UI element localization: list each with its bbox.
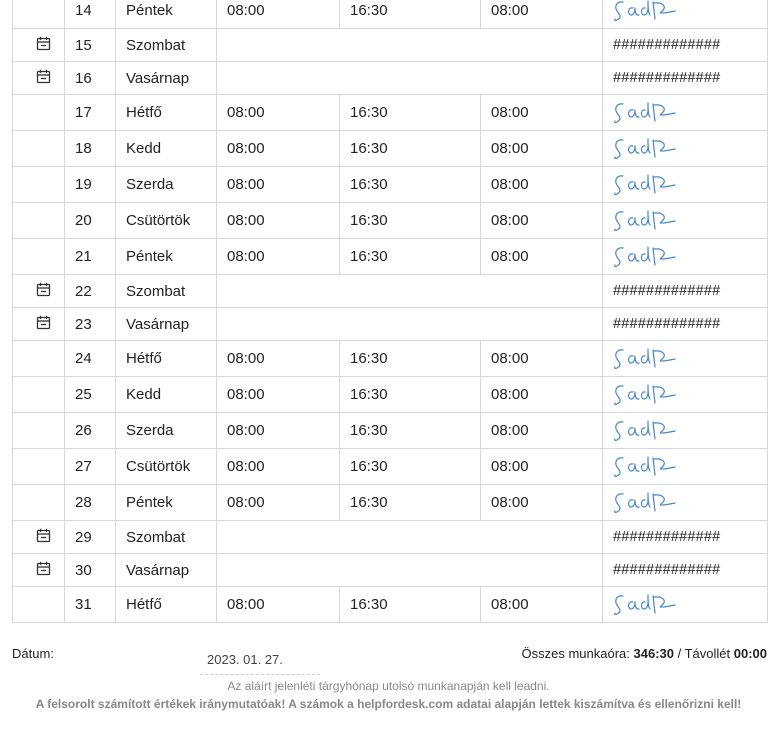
- day-name: Péntek: [116, 239, 217, 275]
- icon-cell: [13, 0, 65, 29]
- day-number: 14: [65, 0, 116, 29]
- weekend-icon-cell: [13, 62, 65, 95]
- weekend-row: [13, 275, 768, 308]
- signature-cell: [603, 95, 768, 131]
- icon-cell: [13, 203, 65, 239]
- day-name: Vasárnap: [116, 308, 217, 341]
- worked-hours: 08:00: [481, 203, 603, 239]
- day-number: 17: [65, 95, 116, 131]
- absence-label: Távollét: [684, 646, 731, 661]
- start-time: 08:00: [217, 239, 340, 275]
- weekend-row: [13, 29, 768, 62]
- calendar-icon: [36, 69, 51, 88]
- calendar-icon: [36, 315, 51, 334]
- totals-summary: [522, 646, 768, 661]
- end-time: 16:30: [340, 203, 481, 239]
- weekend-row: [13, 308, 768, 341]
- workday-row: [13, 203, 768, 239]
- signature-cell: [603, 239, 768, 275]
- signature-icon: [613, 592, 677, 622]
- worked-hours: 08:00: [481, 167, 603, 203]
- signature-icon: [613, 208, 677, 238]
- icon-cell: [13, 131, 65, 167]
- day-name: Szerda: [116, 167, 217, 203]
- workday-row: [13, 131, 768, 167]
- icon-cell: [13, 95, 65, 131]
- end-time: 16:30: [340, 485, 481, 521]
- day-name: Péntek: [116, 0, 217, 29]
- overflow-value: #############: [603, 275, 768, 308]
- end-time: 16:30: [340, 131, 481, 167]
- start-time: 08:00: [217, 413, 340, 449]
- day-number: 31: [65, 587, 116, 623]
- absence-value: 00:00: [733, 646, 767, 661]
- worked-hours: 08:00: [481, 413, 603, 449]
- empty-time-cell: [217, 554, 603, 587]
- signature-cell: [603, 203, 768, 239]
- workday-row: [13, 167, 768, 203]
- attendance-rows: [13, 0, 768, 623]
- calendar-icon: [36, 282, 51, 301]
- start-time: 08:00: [217, 587, 340, 623]
- worked-hours: 08:00: [481, 341, 603, 377]
- worked-hours: 08:00: [481, 0, 603, 29]
- start-time: 08:00: [217, 449, 340, 485]
- signature-icon: [613, 136, 677, 166]
- workday-row: [13, 587, 768, 623]
- day-name: Csütörtök: [116, 449, 217, 485]
- total-hours-value: 346:30: [633, 646, 674, 661]
- weekend-row: [13, 62, 768, 95]
- start-time: 08:00: [217, 95, 340, 131]
- day-number: 24: [65, 341, 116, 377]
- signature-cell: [603, 449, 768, 485]
- worked-hours: 08:00: [481, 239, 603, 275]
- day-name: Péntek: [116, 485, 217, 521]
- end-time: 16:30: [340, 449, 481, 485]
- end-time: 16:30: [340, 167, 481, 203]
- day-name: Kedd: [116, 377, 217, 413]
- calendar-icon: [36, 528, 51, 547]
- signature-icon: [613, 490, 677, 520]
- signature-cell: [603, 0, 768, 29]
- empty-time-cell: [217, 29, 603, 62]
- day-number: 28: [65, 485, 116, 521]
- icon-cell: [13, 587, 65, 623]
- workday-row: [13, 341, 768, 377]
- signature-cell: [603, 341, 768, 377]
- workday-row: [13, 377, 768, 413]
- start-time: 08:00: [217, 167, 340, 203]
- date-value: 2023. 01. 27.: [207, 652, 283, 667]
- day-name: Hétfő: [116, 95, 217, 131]
- signature-cell: [603, 377, 768, 413]
- icon-cell: [13, 449, 65, 485]
- weekend-row: [13, 521, 768, 554]
- empty-time-cell: [217, 62, 603, 95]
- day-number: 25: [65, 377, 116, 413]
- end-time: 16:30: [340, 341, 481, 377]
- start-time: 08:00: [217, 203, 340, 239]
- workday-row: [13, 485, 768, 521]
- workday-row: [13, 95, 768, 131]
- signature-icon: [613, 244, 677, 274]
- weekend-row: [13, 554, 768, 587]
- workday-row: [13, 0, 768, 29]
- day-number: 22: [65, 275, 116, 308]
- signature-icon: [613, 0, 677, 28]
- overflow-value: #############: [603, 521, 768, 554]
- day-number: 30: [65, 554, 116, 587]
- empty-time-cell: [217, 308, 603, 341]
- signature-icon: [613, 454, 677, 484]
- worked-hours: 08:00: [481, 449, 603, 485]
- disclaimer-note: A felsorolt számított értékek iránymutatóak! A számok a helpfordesk.com adatai alapján lettek kiszámítva és ellenőrizni kell!: [35, 697, 742, 711]
- worked-hours: 08:00: [481, 377, 603, 413]
- day-number: 16: [65, 62, 116, 95]
- day-number: 21: [65, 239, 116, 275]
- day-number: 29: [65, 521, 116, 554]
- day-number: 26: [65, 413, 116, 449]
- submission-note: Az aláírt jelenléti tárgyhónap utolsó munkanapján kell leadni.: [227, 679, 550, 693]
- day-number: 23: [65, 308, 116, 341]
- icon-cell: [13, 167, 65, 203]
- attendance-table: [12, 0, 768, 623]
- worked-hours: 08:00: [481, 131, 603, 167]
- day-name: Szombat: [116, 521, 217, 554]
- day-name: Vasárnap: [116, 62, 217, 95]
- totals-separator: /: [673, 646, 685, 661]
- weekend-icon-cell: [13, 521, 65, 554]
- workday-row: [13, 239, 768, 275]
- icon-cell: [13, 341, 65, 377]
- day-name: Kedd: [116, 131, 217, 167]
- day-number: 15: [65, 29, 116, 62]
- empty-time-cell: [217, 275, 603, 308]
- signature-icon: [613, 100, 677, 130]
- day-number: 19: [65, 167, 116, 203]
- day-name: Szerda: [116, 413, 217, 449]
- end-time: 16:30: [340, 377, 481, 413]
- day-number: 27: [65, 449, 116, 485]
- signature-cell: [603, 167, 768, 203]
- signature-cell: [603, 485, 768, 521]
- day-number: 20: [65, 203, 116, 239]
- day-name: Vasárnap: [116, 554, 217, 587]
- start-time: 08:00: [217, 377, 340, 413]
- overflow-value: #############: [603, 29, 768, 62]
- overflow-value: #############: [603, 308, 768, 341]
- end-time: 16:30: [340, 0, 481, 29]
- icon-cell: [13, 485, 65, 521]
- date-label: Dátum:: [12, 646, 54, 661]
- total-hours-label: Összes munkaóra:: [521, 646, 630, 661]
- weekend-icon-cell: [13, 554, 65, 587]
- signature-icon: [613, 382, 677, 412]
- day-name: Szombat: [116, 275, 217, 308]
- start-time: 08:00: [217, 485, 340, 521]
- weekend-icon-cell: [13, 308, 65, 341]
- empty-time-cell: [217, 521, 603, 554]
- overflow-value: #############: [603, 62, 768, 95]
- signature-icon: [613, 346, 677, 376]
- signature-icon: [613, 172, 677, 202]
- worked-hours: 08:00: [481, 95, 603, 131]
- start-time: 08:00: [217, 131, 340, 167]
- day-name: Hétfő: [116, 341, 217, 377]
- end-time: 16:30: [340, 95, 481, 131]
- workday-row: [13, 449, 768, 485]
- day-name: Szombat: [116, 29, 217, 62]
- day-name: Hétfő: [116, 587, 217, 623]
- icon-cell: [13, 377, 65, 413]
- day-name: Csütörtök: [116, 203, 217, 239]
- workday-row: [13, 413, 768, 449]
- date-underline: [200, 674, 320, 675]
- icon-cell: [13, 413, 65, 449]
- end-time: 16:30: [340, 587, 481, 623]
- end-time: 16:30: [340, 239, 481, 275]
- start-time: 08:00: [217, 341, 340, 377]
- end-time: 16:30: [340, 413, 481, 449]
- signature-cell: [603, 413, 768, 449]
- signature-cell: [603, 587, 768, 623]
- calendar-icon: [36, 561, 51, 580]
- calendar-icon: [36, 36, 51, 55]
- day-number: 18: [65, 131, 116, 167]
- worked-hours: 08:00: [481, 587, 603, 623]
- icon-cell: [13, 239, 65, 275]
- start-time: 08:00: [217, 0, 340, 29]
- overflow-value: #############: [603, 554, 768, 587]
- signature-cell: [603, 131, 768, 167]
- signature-icon: [613, 418, 677, 448]
- weekend-icon-cell: [13, 29, 65, 62]
- weekend-icon-cell: [13, 275, 65, 308]
- worked-hours: 08:00: [481, 485, 603, 521]
